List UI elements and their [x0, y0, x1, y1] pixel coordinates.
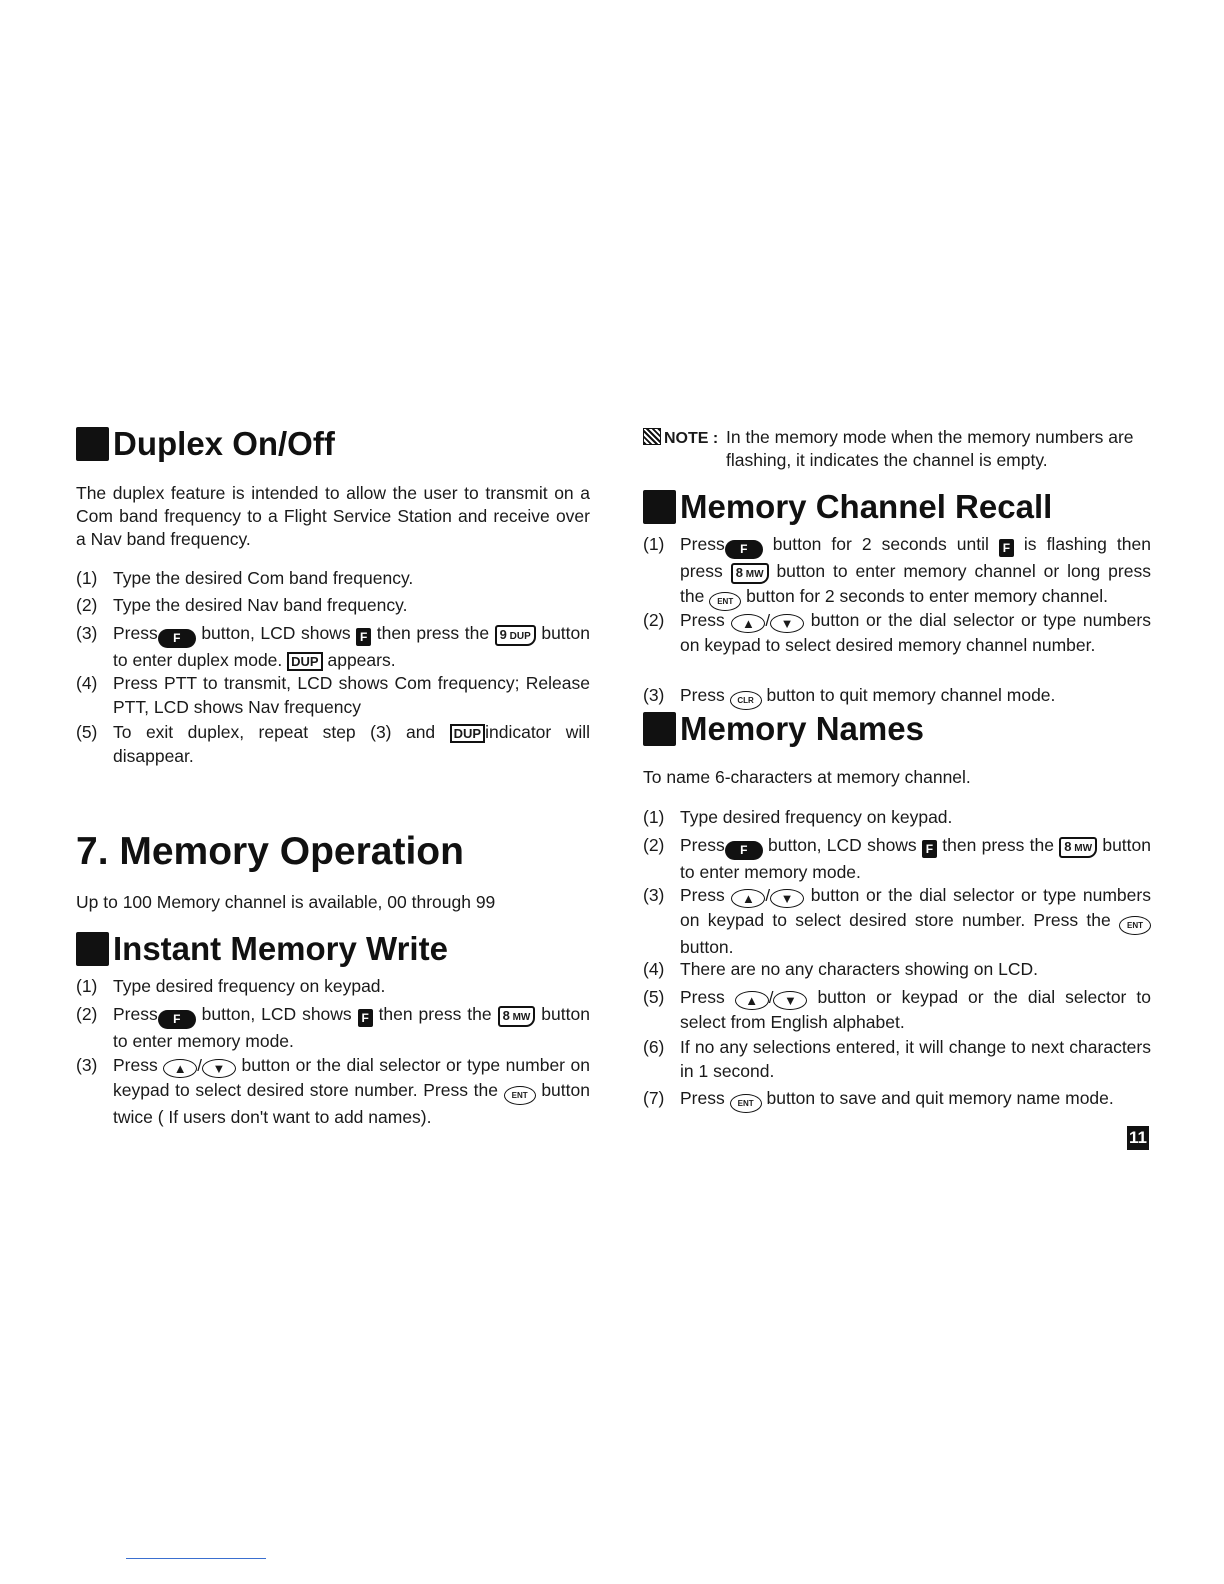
f-key-icon: F — [725, 841, 763, 860]
down-arrow-icon: ▼ — [770, 889, 804, 908]
ent-key-icon: ENT — [504, 1086, 536, 1105]
list-item: (3) Press ▲ / ▼ button or the dial selector or type number on keypad to select desired store number. Press the ENT button twice ( If users don't want to add names). — [76, 1055, 590, 1127]
list-item: (3) Press F button, LCD shows F then press the 9 DUP button to enter duplex mode. DUP appears. — [76, 623, 590, 670]
up-arrow-icon: ▲ — [731, 614, 765, 633]
list-item: (2) Type the desired Nav band frequency. — [76, 595, 408, 615]
ent-key-icon: ENT — [709, 592, 741, 611]
mw-key-icon: 8 MW — [1059, 837, 1097, 858]
down-arrow-icon: ▼ — [773, 991, 807, 1010]
down-arrow-icon: ▼ — [202, 1059, 236, 1078]
list-item: (2) Press F button, LCD shows F then press the 8 MW button to enter memory mode. — [643, 835, 1151, 882]
clr-key-icon: CLR — [730, 691, 762, 710]
note-block — [643, 426, 1151, 470]
duplex-heading: Duplex On/Off — [76, 425, 335, 463]
up-arrow-icon: ▲ — [163, 1059, 197, 1078]
recall-heading: Memory Channel Recall — [643, 488, 1052, 526]
section-marker-icon — [643, 490, 676, 524]
names-intro: To name 6-characters at memory channel. — [643, 767, 971, 787]
f-key-icon: F — [158, 1010, 196, 1029]
f-key-icon: F — [725, 540, 763, 559]
list-item: (7) Press ENT button to save and quit memory name mode. — [643, 1086, 1151, 1113]
footer-divider — [126, 1558, 266, 1559]
list-item: (5) Press ▲ / ▼ button or keypad or the dial selector to select from English alphabet. — [643, 987, 1151, 1032]
ent-key-icon: ENT — [730, 1094, 762, 1113]
duplex-intro: The duplex feature is intended to allow the user to transmit on a Com band frequency to a Flight Service Station and receive over a Nav band frequency. — [76, 483, 590, 549]
up-arrow-icon: ▲ — [731, 889, 765, 908]
section-marker-icon — [643, 712, 676, 746]
list-item: (2) Press ▲ / ▼ button or the dial selector or type numbers on keypad to select desired memory channel number. — [643, 610, 1151, 655]
list-item: (1) Type desired frequency on keypad. — [643, 807, 953, 827]
list-item: (1) Type desired frequency on keypad. — [76, 976, 386, 996]
section-marker-icon — [76, 932, 109, 966]
list-item: (2) Press F button, LCD shows F then press the 8 MW button to enter memory mode. — [76, 1004, 590, 1051]
list-item: (3) Press ▲ / ▼ button or the dial selector or type numbers on keypad to select desired store number. Press the ENT button. — [643, 885, 1151, 957]
lcd-f-icon: F — [356, 628, 371, 646]
ent-key-icon: ENT — [1119, 916, 1151, 935]
dup-indicator-icon: DUP — [450, 724, 485, 743]
dup-key-icon: 9 DUP — [495, 625, 536, 646]
list-item: (1) Press F button for 2 seconds until F is flashing then press 8 MW button to enter memory channel or long press the ENT button for 2 seconds to enter memory channel. — [643, 532, 1151, 611]
dup-indicator-icon: DUP — [287, 652, 322, 671]
mw-key-icon: 8 MW — [731, 563, 769, 584]
memory-operation-intro: Up to 100 Memory channel is available, 00 through 99 — [76, 892, 496, 912]
lcd-f-icon: F — [922, 840, 937, 858]
note-label: NOTE : — [664, 430, 719, 447]
lcd-f-icon: F — [999, 539, 1014, 557]
note-icon — [643, 428, 661, 445]
note-text: In the memory mode when the memory numbers are flashing, it indicates the channel is empty. — [726, 427, 1134, 470]
instant-write-heading: Instant Memory Write — [76, 930, 448, 968]
memory-operation-heading: 7. Memory Operation — [76, 830, 464, 873]
list-item: (4) Press PTT to transmit, LCD shows Com frequency; Release PTT, LCD shows Nav frequency — [76, 673, 590, 717]
list-item: (4) There are no any characters showing on LCD. — [643, 959, 1038, 979]
list-item: (6) If no any selections entered, it will change to next characters in 1 second. — [643, 1037, 1151, 1081]
f-key-icon: F — [158, 629, 196, 648]
up-arrow-icon: ▲ — [735, 991, 769, 1010]
section-marker-icon — [76, 427, 109, 461]
mw-key-icon: 8 MW — [498, 1006, 536, 1027]
page-number: 11 — [1127, 1126, 1149, 1150]
down-arrow-icon: ▼ — [770, 614, 804, 633]
names-heading: Memory Names — [643, 710, 924, 748]
list-item: (3) Press CLR button to quit memory channel mode. — [643, 683, 1151, 710]
lcd-f-icon: F — [358, 1009, 373, 1027]
list-item: (1) Type the desired Com band frequency. — [76, 568, 414, 588]
list-item: (5) To exit duplex, repeat step (3) and DUP indicator will disappear. — [76, 722, 590, 766]
